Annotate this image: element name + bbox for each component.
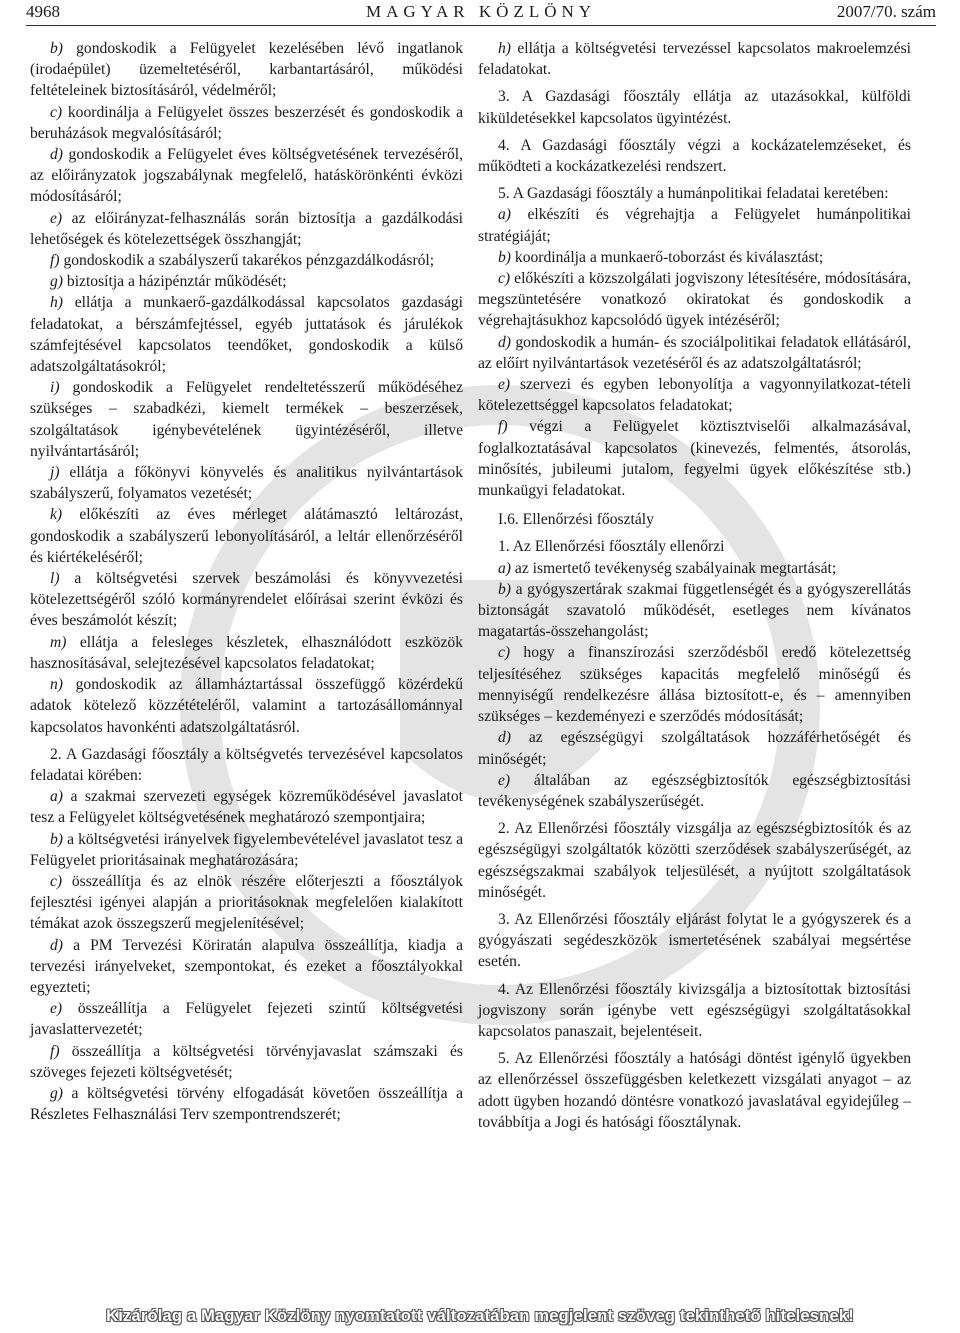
item-text: gondoskodik a Felügyelet éves költségvetésének tervezéséről, az előirányzatok jogszabálynak megfelelő, hatáskörönkénti évközi módosításáról; [30,146,463,206]
item-label: f) [50,252,60,270]
item-label: b) [498,580,511,598]
item-text: általában az egészségbiztosítók egészségbiztosítási tevékenységének szabályszerűségét. [478,771,911,810]
paragraph [30,1083,463,1125]
page-header [26,0,936,24]
item-text: 4. A Gazdasági főosztály végzi a kockázatelemzéseket, és működteti a kockázatkezelési rendszert. [478,136,911,176]
item-text: az előirányzat-felhasználás során biztosítja a gazdálkodási lehetőségek és kötelezettségek összhangját; [30,209,463,248]
item-text: 2. A Gazdasági főosztály a költségvetés tervezésével kapcsolatos feladatai körében: [30,745,463,784]
item-label: h) [50,294,63,312]
paragraph [30,504,463,568]
item-text: ellátja a költségvetési tervezéssel kapcsolatos makroelemzési feladatokat. [478,40,911,79]
paragraph [30,998,463,1040]
paragraph [30,632,463,674]
item-label: b) [498,248,511,266]
paragraph [478,536,911,557]
item-text: 4. Az Ellenőrzési főosztály kivizsgálja a biztosítottak biztosítási jogviszony során igénybe vett egészségügyi szolgáltatásokkal kapcsolatos panaszait, bejelentéseit. [478,980,911,1040]
paragraph [30,1041,463,1083]
item-text: I.6. Ellenőrzési főosztály [498,511,654,529]
item-label: c) [50,872,63,890]
item-label: a) [498,559,511,577]
left-column [30,38,463,1125]
paragraph [478,642,911,727]
item-label: e) [498,771,511,789]
item-text: 5. Az Ellenőrzési főosztály a hatósági döntést igénylő ügyekben az ellenőrzéssel összefüggésben keletkezett vizsgálati anyagot – az adott ügyben hozandó döntésre vonatkozó javaslatával egyidejűleg – továbbítja a Jogi és hatósági főosztálynak. [478,1050,911,1131]
item-text: hogy a finanszírozási szerződésből eredő kötelezettség teljesítéséhez szükséges kapacitás megfelelő minőségű és mennyiségű rendelkezésre állása biztosított-e, és – amennyiben szükséges – kezdeményezi e szerződés módosítását; [478,644,911,726]
paragraph [478,416,911,501]
paragraph [30,744,463,786]
item-text: gondoskodik a szabályszerű takarékos pénzgazdálkodásról; [63,252,435,270]
paragraph [478,1048,911,1133]
paragraph [478,247,911,268]
item-text: gondoskodik az államháztartással összefüggő közérdekű adatok kötelező közzétételéről, valamint a tartozásállománnyal kapcsolatos havonkénti adatszolgáltatásról. [30,676,463,736]
item-text: összeállítja a Felügyelet fejezeti szintű költségvetési javaslattervezetét; [30,1000,463,1039]
paragraph [30,377,463,462]
paragraph [478,38,911,80]
item-text: elkészíti és végrehajtja a Felügyelet humánpolitikai stratégiáját; [478,206,911,245]
paragraph [478,558,911,579]
item-text: a szakmai szervezeti egységek közreműködésével javaslatot tesz a Felügyelet költségvetésének meghatározó szempontjaira; [30,788,463,827]
paragraph [30,786,463,828]
paragraph [478,727,911,769]
item-text: az egészségügyi szolgáltatások hozzáférhetőségét és minőségét; [478,729,911,768]
item-label: g) [50,273,63,291]
paragraph [478,909,911,973]
item-text: 5. A Gazdasági főosztály a humánpolitikai feladatai keretében: [498,185,889,203]
paragraph [30,208,463,250]
item-label: d) [50,936,63,954]
paragraph [30,829,463,871]
paragraph [478,268,911,332]
issue-number: 2007/70. szám [836,2,936,21]
paragraph [30,144,463,208]
paragraph [30,568,463,632]
item-text: a költségvetési törvény elfogadását követően összeállítja a Részletes Felhasználási Terv szempontrendszerét; [30,1084,463,1124]
item-text: az ismertető tevékenység szabályainak megtartását; [514,559,837,577]
paragraph [30,250,463,271]
item-label: e) [50,209,63,227]
item-label: c) [50,103,63,121]
journal-title: MAGYAR KÖZLÖNY [365,2,597,21]
item-label: g) [50,1084,63,1102]
paragraph [478,374,911,416]
paragraph [30,871,463,935]
paragraph [478,818,911,903]
item-label: i) [50,379,60,397]
paragraph [478,183,911,204]
item-text: koordinálja a munkaerő-toborzást és kiválasztást; [514,248,824,266]
item-label: f) [50,1042,60,1060]
item-label: h) [498,40,511,57]
item-label: d) [498,333,511,351]
header-rule [26,25,936,26]
item-label: a) [498,206,511,224]
item-text: összeállítja a költségvetési törvényjavaslat számszaki és szöveges fejezeti költségvetését; [30,1042,463,1081]
item-label: e) [50,1000,63,1018]
paragraph [478,204,911,246]
item-text: előkészíti a közszolgálati jogviszony létesítésére, módosítására, megszüntetésére vonatkozó okiratokat és gondoskodik a végrehajtásukhoz kapcsolódó ügyek intézéséről; [478,270,911,330]
item-text: a gyógyszertárak szakmai függetlenségét és a gyógyszerellátás biztonságát szavatoló működését, esetleges nem kívánatos magatartás-összehangolást; [478,580,911,641]
paragraph [30,674,463,738]
item-text: előkészíti az éves mérleget alátámasztó leltározást, gondoskodik a szabályszerű lebonyolításáról, a leltár ellenőrzéséről és kiértékeléséről; [30,506,463,566]
item-label: d) [498,729,511,747]
paragraph [30,38,463,102]
authenticity-notice: Kizárólag a Magyar Közlöny nyomtatott változatában megjelent szöveg tekinthető hitelesnek! [0,1300,960,1333]
paragraph [478,770,911,812]
item-label: c) [498,644,511,662]
paragraph [30,935,463,999]
item-text: 2. Az Ellenőrzési főosztály vizsgálja az egészségbiztosítók és az egészségügyi szolgáltatók közötti szerződések szabályszerűségét, az egészségszakmai szabályok teljesülését, a nyújtott szolgáltatások minőségét. [478,820,911,901]
paragraph [30,292,463,377]
item-text: gondoskodik a Felügyelet kezelésében lévő ingatlanok (irodaépület) üzemeltetéséről, karbantartásáról, működési feltételeinek biztosításáról, védelméről; [30,40,463,100]
item-label: b) [50,40,63,57]
item-label: m) [50,633,67,651]
page-number: 4968 [26,2,60,21]
item-label: n) [50,676,63,694]
item-text: összeállítja és az elnök részére előterjeszti a főosztályok fejlesztési igényei alapján a prioritásoknak megfelelően kialakított témákat azok összegszerű megjelenítésével; [30,872,464,933]
paragraph [30,102,463,144]
item-text: 3. Az Ellenőrzési főosztály eljárást folytat le a gyógyszerek és a gyógyászati segédeszközök ismertetésének szabályai megsértése esetén. [478,910,911,971]
paragraph [478,332,911,374]
paragraph [478,86,911,128]
item-label: j) [50,464,60,482]
item-label: b) [50,830,63,848]
item-text: a PM Tervezési Köriratán alapulva összeállítja, kiadja a tervezési irányelveket, szempontokat, és ezeket a főosztályokkal egyezteti; [30,936,464,996]
paragraph [30,462,463,504]
right-column [478,38,911,1133]
item-text: 1. Az Ellenőrzési főosztály ellenőrzi [498,538,725,556]
item-label: k) [50,506,63,524]
item-text: szervezi és egyben lebonyolítja a vagyonnyilatkozat-tételi kötelezettséggel kapcsolatos feladatokat; [478,376,911,415]
item-text: a költségvetési szervek beszámolási és könyvvezetési kötelezettségéről szóló kormányrendelet előírásai szerint évközi és éves beszámolót készít; [30,570,463,630]
item-label: e) [498,376,511,394]
item-label: f) [498,418,508,436]
paragraph [478,979,911,1043]
item-text: a költségvetési irányelvek figyelembevételével javaslatot tesz a Felügyelet prioritásainak meghatározására; [30,830,463,869]
paragraph [478,579,911,643]
item-text: gondoskodik a Felügyelet rendeltetésszerű működéséhez szükséges – szabadkézi, kiemelt termékek – beszerzések, szolgáltatások igénybevételének ügyintézéséről, illetve nyilvántartásáról; [30,379,463,460]
item-text: ellátja a főkönyvi könyvelés és analitikus nyilvántartások szabályszerű, folyamatos vezetését; [30,464,463,503]
paragraph [30,271,463,292]
item-label: c) [498,270,511,288]
item-label: a) [50,788,63,806]
item-label: d) [50,146,63,164]
paragraph [478,135,911,177]
section-heading [478,509,911,530]
item-text: gondoskodik a humán- és szociálpolitikai feladatok ellátásáról, az előírt nyilvántartások vezetéséről és az adatszolgáltatásról; [478,333,911,372]
item-text: ellátja a felesleges készletek, elhasználódott eszközök hasznosításával, selejtezésével kapcsolatos feladatokat; [30,633,463,672]
item-text: végzi a Felügyelet köztisztviselői alkalmazásával, foglalkoztatásával kapcsolatos (kinevezés, felmentés, átsorolás, minősítés, jubileumi jutalom, fegyelmi ügyek előkészítése stb.) munkaügyi feladatokat. [478,418,911,500]
item-text: biztosítja a házipénztár működését; [66,273,287,291]
item-text: ellátja a munkaerő-gazdálkodással kapcsolatos gazdasági feladatokat, a bérszámfejtéssel, egyéb juttatások és járulékok számfejtésével kapcsolatos teendőket, gondoskodik a külső adatszolgáltatásokról; [30,294,463,376]
item-text: koordinálja a Felügyelet összes beszerzését és gondoskodik a beruházások megvalósításáról; [30,103,463,142]
item-text: 3. A Gazdasági főosztály ellátja az utazásokkal, külföldi kiküldetésekkel kapcsolatos ügyintézést. [478,88,911,127]
item-label: l) [50,570,60,588]
